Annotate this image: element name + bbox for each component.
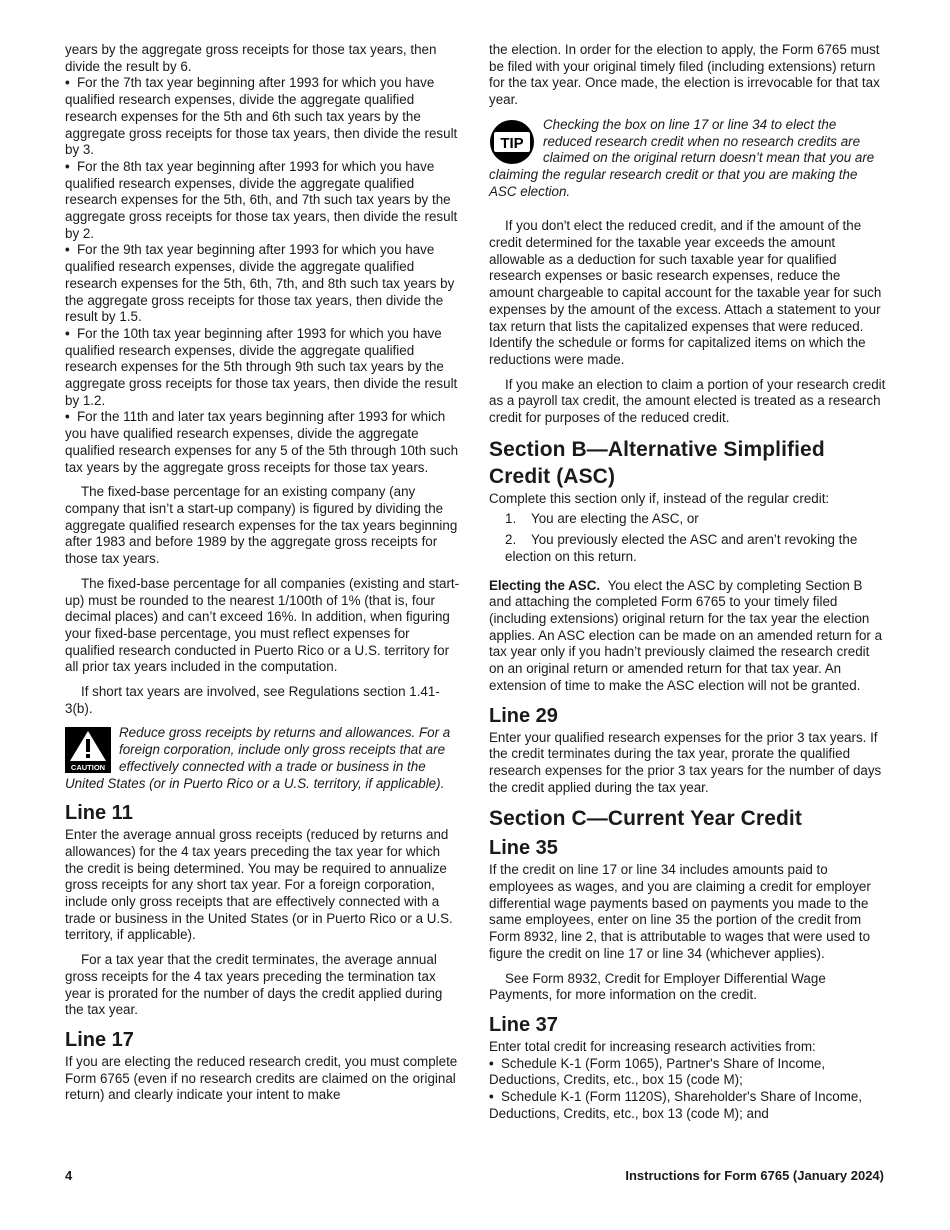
line35-paragraph: If the credit on line 17 or line 34 includes amounts paid to employees as wages, and you are claiming a credit for employer differential wage payments based on payments you made to the same employees, enter on line 35 the portion of the credit from Form 8932, line 2, that is attributable to wages that were used to figure the credit on line 17 or line 34 (whichever applies). <box>489 862 871 961</box>
tip-icon <box>489 119 535 165</box>
section-b-intro: Complete this section only if, instead of the regular credit: <box>489 490 830 506</box>
left-column <box>65 42 462 1104</box>
line37-intro: Enter total credit for increasing research activities from: <box>489 1038 816 1054</box>
list-item: • For the 8th tax year beginning after 1993 for which you have qualified research expenses, divide the aggregate qualified research expenses for the 5th, 6th, and 7th such tax years by the aggregate gross receipts for those tax years, then divide the result by 2. <box>65 159 462 243</box>
paragraph-short-years: If short tax years are involved, see Regulations section 1.41-3(b). <box>65 684 440 716</box>
tip-text: Checking the box on line 17 or line 34 to elect the reduced research credit when no research credits are claimed on the original return doesn’t mean that you are claiming the regular research credit or that you are making the ASC election. <box>489 116 875 199</box>
line11-terminates-paragraph: For a tax year that the credit terminates, the average annual gross receipts for the 4 tax years preceding the termination tax year is prorated for the number of days the credit applied during the tax year. <box>65 952 443 1018</box>
line17-paragraph: If you are electing the reduced research credit, you must complete Form 6765 (even if no research credits are claimed on the original return) and clearly indicate your intent to make <box>65 1053 458 1103</box>
list-item: • For the 10th tax year beginning after 1993 for which you have qualified research expenses, divide the aggregate qualified research expenses for the 5th through 9th such tax years by the aggregate gross receipts for those tax years, then divide the result by 1.2. <box>65 326 462 410</box>
continued-paragraph: the election. In order for the election to apply, the Form 6765 must be filed with your original timely filed (including extensions) return for the tax year. Once made, the election is irrevocable for that tax year. <box>489 42 880 108</box>
tip-label: TIP <box>500 134 524 152</box>
caution-note <box>65 725 462 792</box>
electing-asc-paragraph <box>489 578 887 695</box>
line29-heading: Line 29 <box>489 704 558 727</box>
list-item <box>489 511 887 528</box>
line11-heading: Line 11 <box>65 802 133 825</box>
list-item <box>489 532 887 565</box>
list-item: • For the 9th tax year beginning after 1993 for which you have qualified research expenses, divide the aggregate qualified research expenses for the 5th, 6th, 7th, and 8th such tax years by the aggregate gross receipts for those tax years, then divide the result by 1.5. <box>65 242 462 326</box>
line35-heading: Line 35 <box>489 837 558 860</box>
tip-note <box>489 117 887 201</box>
list-item: • For the 7th tax year beginning after 1993 for which you have qualified research expenses, divide the aggregate qualified research expenses for the 5th and 6th such tax years by the aggregate gross receipts for those tax years, then divide the result by 3. <box>65 75 462 159</box>
list-item: • Schedule K-1 (Form 1120S), Shareholder's Share of Income, Deductions, Credits, etc., box 13 (code M); and <box>489 1089 887 1122</box>
list-number: 1. <box>505 511 517 527</box>
caution-text: Reduce gross receipts by returns and allowances. For a foreign corporation, include only gross receipts that are effectively connected with a trade or business in the United States (or in Puerto Rico or a U.S. territory, if applicable). <box>65 725 451 791</box>
line29-paragraph: Enter your qualified research expenses for the prior 3 tax years. If the credit terminates during the tax year, prorate the qualified research expenses for the prior 3 tax years for the number of days the credit applied during the tax year. <box>489 729 882 795</box>
right-column <box>489 42 887 1122</box>
caution-icon <box>65 727 111 773</box>
list-number: 2. <box>505 532 517 548</box>
continued-paragraph: years by the aggregate gross receipts for those tax years, then divide the result by 6. <box>65 42 437 74</box>
caution-label: CAUTION <box>70 763 106 773</box>
electing-asc-runin: Electing the ASC. <box>489 577 601 593</box>
line35-see-paragraph: See Form 8932, Credit for Employer Differential Wage Payments, for more information on the credit. <box>489 970 826 1003</box>
page-number: 4 <box>65 1168 73 1183</box>
line11-paragraph: Enter the average annual gross receipts (reduced by returns and allowances) for the 4 tax years preceding the tax year for which the credit is being determined. You may be required to annualize gross receipts for any short tax year. For a foreign corporation, include only gross receipts that are effectively connected with a trade or business in the United States (or in Puerto Rico or a U.S. territory, if applicable). <box>65 827 453 943</box>
paragraph-rounding: The fixed-base percentage for all companies (existing and start-up) must be rounded to the nearest 1/100th of 1% (that is, four decimal places) and can’t exceed 16%. In addition, when figuring your fixed-base percentage, you must reflect expenses for qualified research conducted in Puerto Rico or a U.S. territory for all prior tax years included in the computation. <box>65 575 460 675</box>
paragraph-not-elect: If you don't elect the reduced credit, and if the amount of the credit determined for the taxable year exceeds the amount allowable as a deduction for such taxable year for qualified research expenses or basic research expenses, reduce the amount chargeable to capital account for the taxable year for such expenses by the amount of the excess. Attach a statement to your tax return that lists the capitalized expenses that were reduced. Identify the schedule or forms for capitalized items on which the reductions were made. <box>489 218 882 367</box>
electing-asc-text: You elect the ASC by completing Section B and attaching the completed Form 6765 to your timely filed (including extensions) original return for the tax year the election applies. An ASC election can be made on an amended return for a tax year only if you hadn’t previously claimed the research credit on an original return or amended return for that tax year. An extension of time to make the ASC election will not be granted. <box>489 577 883 693</box>
section-b-heading: Section B—Alternative Simplified Credit (ASC) <box>489 437 825 488</box>
paragraph-payroll: If you make an election to claim a portion of your research credit as a payroll tax credit, the amount elected is treated as a research credit for purposes of the reduced credit. <box>489 376 886 426</box>
section-c-heading: Section C—Current Year Credit <box>489 807 802 831</box>
footer-title: Instructions for Form 6765 (January 2024) <box>625 1168 884 1183</box>
list-text: You are electing the ASC, or <box>531 511 699 527</box>
line37-heading: Line 37 <box>489 1013 558 1036</box>
line17-heading: Line 17 <box>65 1028 134 1051</box>
list-item: • Schedule K-1 (Form 1065), Partner's Share of Income, Deductions, Credits, etc., box 15 (code M); <box>489 1056 887 1089</box>
paragraph-existing-company: The fixed-base percentage for an existing company (any company that isn’t a start-up company) is figured by dividing the aggregate qualified research expenses for the tax years beginning after 1983 and before 1989 by the aggregate gross receipts for those tax years. <box>65 484 458 567</box>
list-text: You previously elected the ASC and aren’t revoking the election on this return. <box>505 532 858 564</box>
list-item: • For the 11th and later tax years beginning after 1993 for which you have qualified research expenses, divide the aggregate qualified research expenses for any 5 of the 5th through 10th such tax years by the aggregate gross receipts for those tax years. <box>65 409 462 476</box>
